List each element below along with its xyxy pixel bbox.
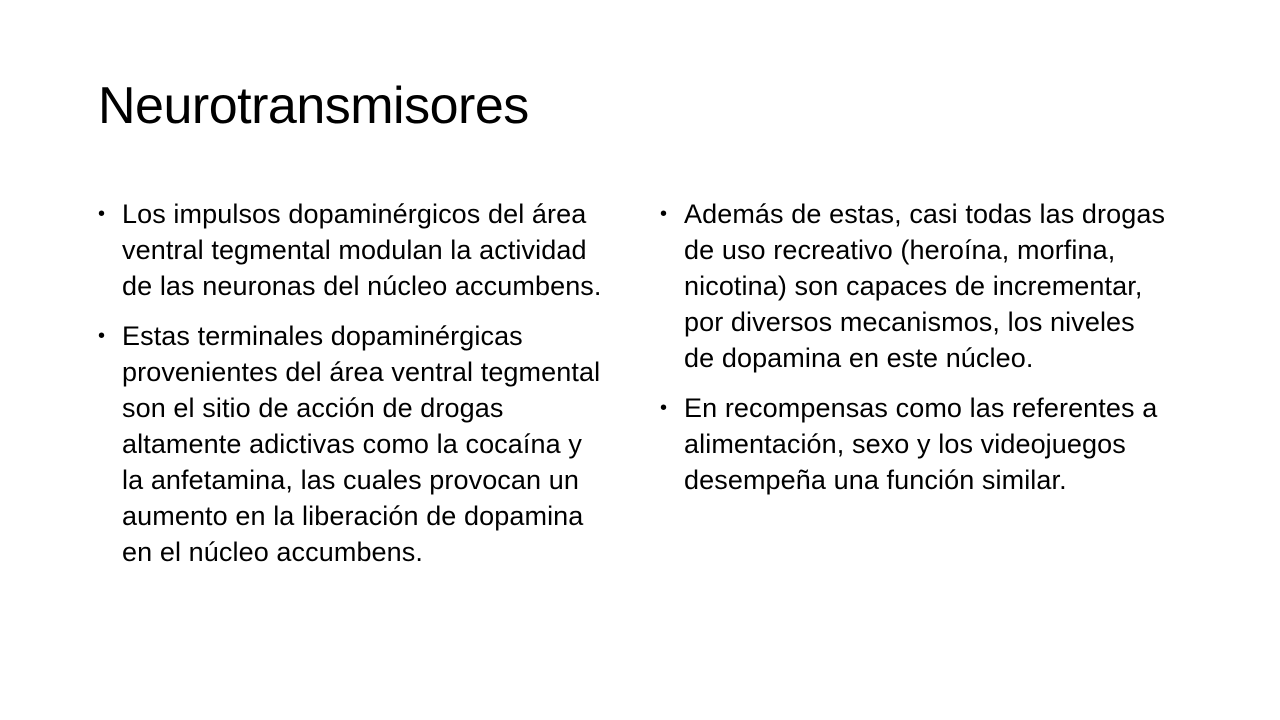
slide-title: Neurotransmisores: [98, 77, 529, 135]
bullet-item: [98, 196, 608, 304]
bullet-item: [660, 196, 1170, 376]
bullet-text: Los impulsos dopaminérgicos del área ventral tegmental modulan la actividad de las neuronas del núcleo accumbens.: [122, 199, 602, 301]
bullet-icon: •: [98, 203, 106, 225]
bullet-text: Además de estas, casi todas las drogas de uso recreativo (heroína, morfina, nicotina) son capaces de incrementar, por diversos mecanismos, los niveles de dopamina en este núcleo.: [684, 199, 1166, 373]
right-column: [660, 196, 1170, 512]
bullet-icon: •: [98, 325, 106, 347]
bullet-icon: •: [660, 203, 668, 225]
bullet-text: Estas terminales dopaminérgicas provenientes del área ventral tegmental son el sitio de acción de drogas altamente adictivas como la cocaína y la anfetamina, las cuales provocan un aumento en la liberación de dopamina en el núcleo accumbens.: [122, 321, 601, 567]
bullet-item: [660, 390, 1170, 498]
bullet-text: En recompensas como las referentes a alimentación, sexo y los videojuegos desempeña una función similar.: [684, 393, 1158, 495]
bullet-icon: •: [660, 397, 668, 419]
bullet-item: [98, 318, 608, 570]
left-column: [98, 196, 608, 584]
